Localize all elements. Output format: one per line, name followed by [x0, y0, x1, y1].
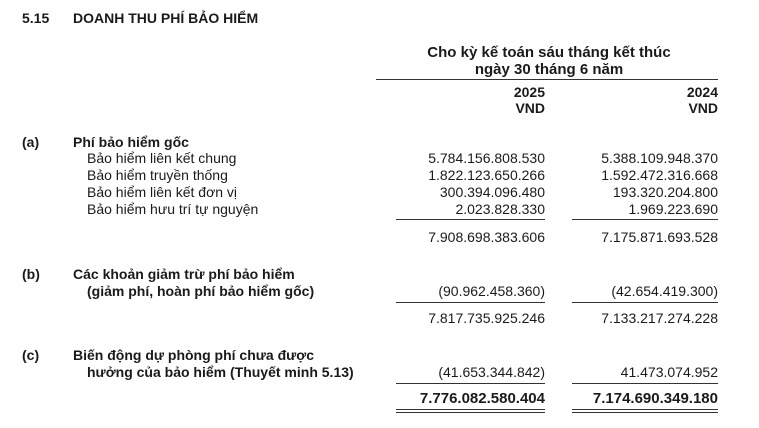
subtotal-b-rule-2025 [396, 302, 545, 303]
total-2025: 7.776.082.580.404 [419, 390, 545, 407]
group-b-value-2025: (90.962.458.360) [438, 283, 545, 299]
group-c-value-2025: (41.653.344.842) [438, 364, 545, 380]
col-2025-unit: VND [515, 100, 545, 116]
item-value-2025: 2.023.828.330 [455, 201, 545, 217]
subtotal-a-2024: 7.175.871.693.528 [601, 229, 718, 245]
item-name: Bảo hiểm liên kết đơn vị [87, 184, 238, 200]
total-double-rule-2025 [396, 409, 545, 413]
item-value-2025: 5.784.156.808.530 [428, 150, 545, 166]
item-name: Bảo hiểm truyền thống [87, 167, 228, 183]
period-header-line1: Cho kỳ kế toán sáu tháng kết thúc [427, 44, 671, 61]
period-header-line2: ngày 30 tháng 6 năm [474, 61, 624, 78]
section-number: 5.15 [22, 10, 50, 26]
item-name: Bảo hiểm liên kết chung [87, 150, 237, 166]
period-header-rule [376, 79, 718, 80]
group-c-title-line2: hưởng của bảo hiểm (Thuyết minh 5.13) [87, 364, 354, 380]
group-b-title-line2: (giảm phí, hoàn phí bảo hiểm gốc) [87, 283, 315, 299]
item-name: Bảo hiểm hưu trí tự nguyện [87, 201, 259, 217]
subtotal-a-rule-2024 [572, 219, 718, 220]
group-a-title: Phí bảo hiểm gốc [73, 134, 189, 150]
col-2024-unit: VND [688, 100, 718, 116]
subtotal-b-2025: 7.817.735.925.246 [428, 310, 545, 326]
group-c-label: (c) [22, 347, 40, 363]
col-2025-year: 2025 [513, 84, 545, 100]
total-rule-2024 [572, 383, 718, 384]
group-b-value-2024: (42.654.419.300) [611, 283, 718, 299]
subtotal-a-rule-2025 [396, 219, 545, 220]
total-2024: 7.174.690.349.180 [592, 390, 718, 407]
col-2024-year: 2024 [686, 84, 718, 100]
item-value-2024: 5.388.109.948.370 [601, 150, 718, 166]
item-value-2025: 1.822.123.650.266 [428, 167, 545, 183]
item-value-2024: 193.320.204.800 [612, 184, 718, 200]
group-b-title-line1: Các khoản giảm trừ phí bảo hiểm [73, 266, 295, 282]
subtotal-a-2025: 7.908.698.383.606 [428, 229, 545, 245]
item-value-2025: 300.394.096.480 [439, 184, 545, 200]
group-a-label: (a) [22, 134, 40, 150]
subtotal-b-2024: 7.133.217.274.228 [601, 310, 718, 326]
group-c-value-2024: 41.473.074.952 [620, 364, 718, 380]
group-b-label: (b) [22, 266, 40, 282]
group-c-title-line1: Biến động dự phòng phí chưa được [73, 347, 315, 363]
section-title: DOANH THU PHÍ BẢO HIỂM [73, 10, 259, 26]
total-rule-2025 [396, 383, 545, 384]
item-value-2024: 1.592.472.316.668 [601, 167, 718, 183]
item-value-2024: 1.969.223.690 [628, 201, 718, 217]
subtotal-b-rule-2024 [572, 302, 718, 303]
total-double-rule-2024 [572, 409, 718, 413]
